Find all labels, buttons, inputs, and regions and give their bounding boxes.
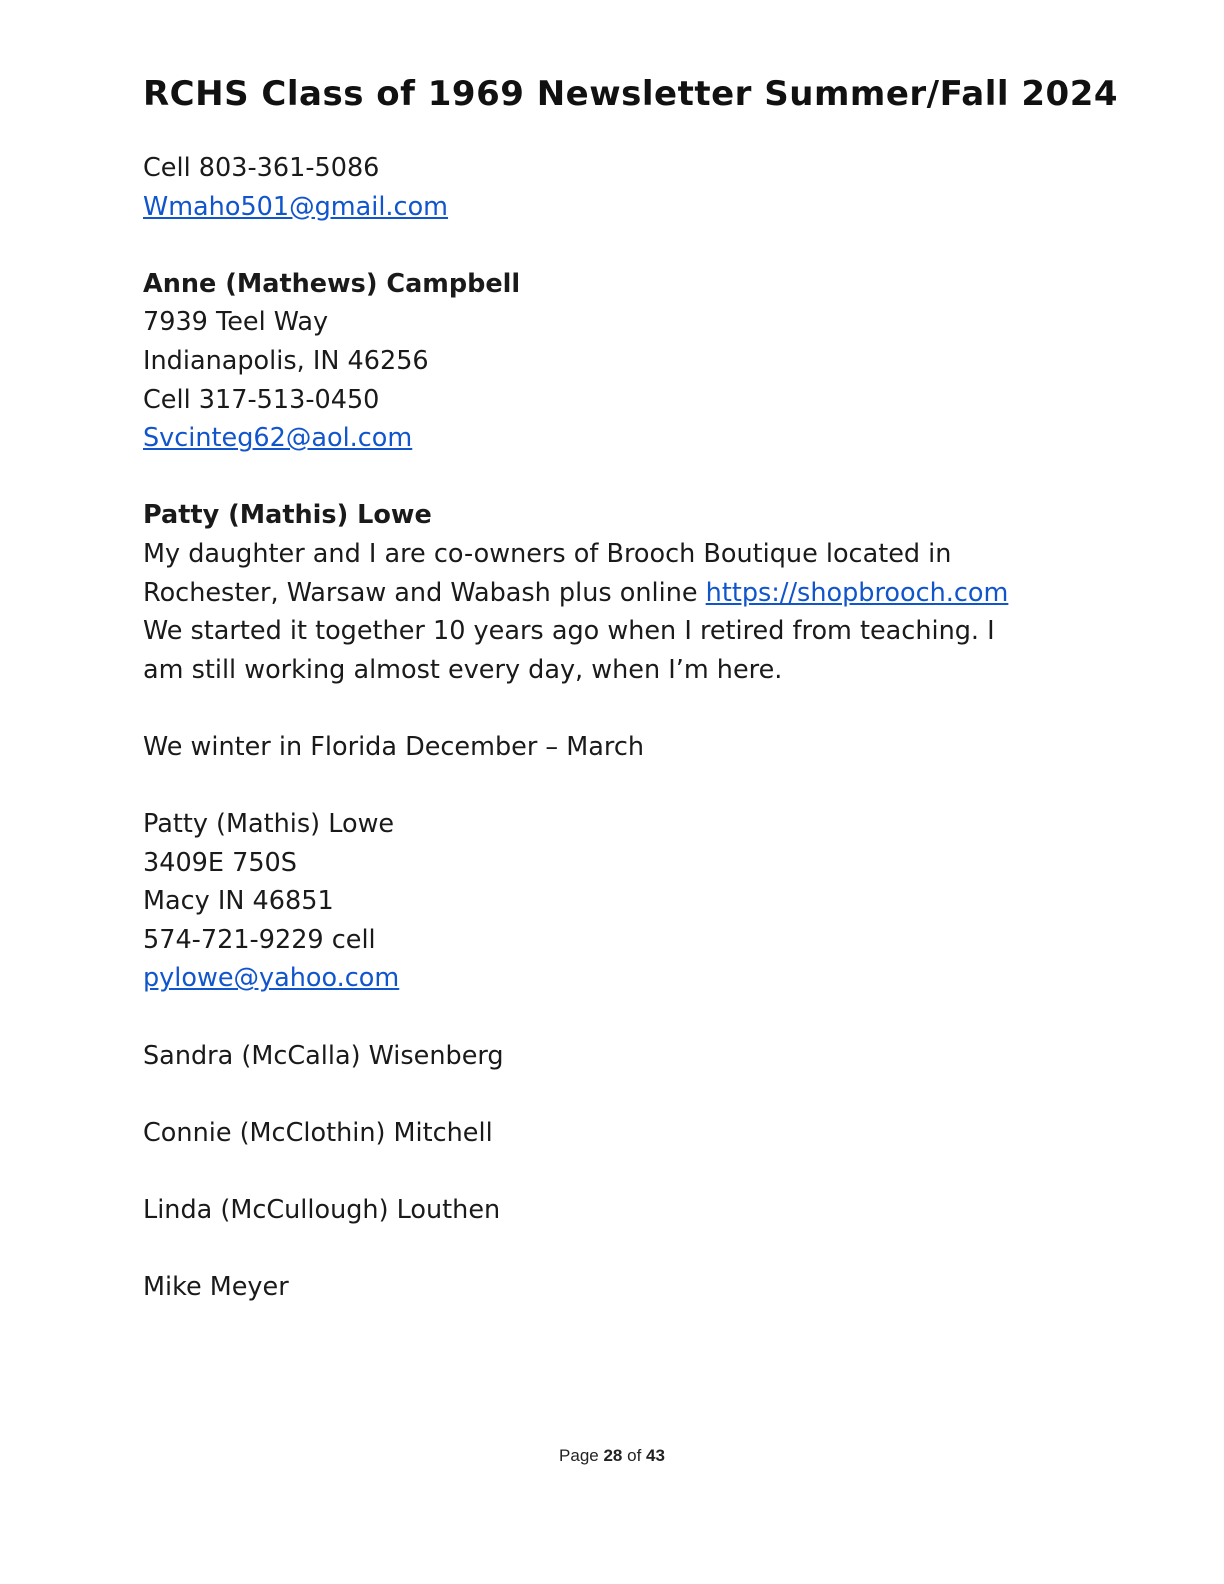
email-link[interactable]: Svcinteg62@aol.com bbox=[143, 423, 413, 454]
page-total: 43 bbox=[646, 1446, 665, 1465]
paragraph-line: Rochester, Warsaw and Wabash plus online bbox=[143, 577, 706, 608]
winter-note: We winter in Florida December – March bbox=[143, 731, 645, 762]
page-footer bbox=[0, 1446, 1224, 1466]
city-address: Indianapolis, IN 46256 bbox=[143, 345, 429, 376]
address-name: Patty (Mathis) Lowe bbox=[143, 809, 395, 840]
contact-name: Linda (McCullough) Louthen bbox=[143, 1195, 501, 1226]
contact-name: Anne (Mathews) Campbell bbox=[143, 268, 521, 299]
email-link[interactable]: Wmaho501@gmail.com bbox=[143, 191, 449, 222]
phone-text: Cell 803-361-5086 bbox=[143, 153, 380, 183]
phone-text: Cell 317-513-0450 bbox=[143, 384, 380, 415]
document-body bbox=[143, 149, 1083, 1307]
page-label: Page bbox=[559, 1446, 599, 1465]
of-label: of bbox=[627, 1446, 642, 1465]
website-link[interactable]: https://shopbrooch.com bbox=[705, 577, 1009, 608]
contact-name: Connie (McClothin) Mitchell bbox=[143, 1117, 493, 1148]
email-link[interactable]: pylowe@yahoo.com bbox=[143, 963, 400, 994]
contact-name: Patty (Mathis) Lowe bbox=[143, 500, 432, 531]
paragraph-line: am still working almost every day, when I’m here. bbox=[143, 654, 783, 685]
paragraph-line: My daughter and I are co-owners of Brooch Boutique located in bbox=[143, 538, 952, 569]
street-address: 3409E 750S bbox=[143, 847, 297, 878]
street-address: 7939 Teel Way bbox=[143, 307, 329, 338]
page-number: 28 bbox=[603, 1446, 623, 1465]
paragraph-line: We started it together 10 years ago when I retired from teaching. I bbox=[143, 616, 995, 647]
phone-text: 574-721-9229 cell bbox=[143, 924, 376, 955]
city-address: Macy IN 46851 bbox=[143, 886, 334, 917]
contact-name: Sandra (McCalla) Wisenberg bbox=[143, 1040, 504, 1071]
contact-name: Mike Meyer bbox=[143, 1272, 289, 1303]
page-title: RCHS Class of 1969 Newsletter Summer/Fall 2024 bbox=[143, 74, 1119, 114]
